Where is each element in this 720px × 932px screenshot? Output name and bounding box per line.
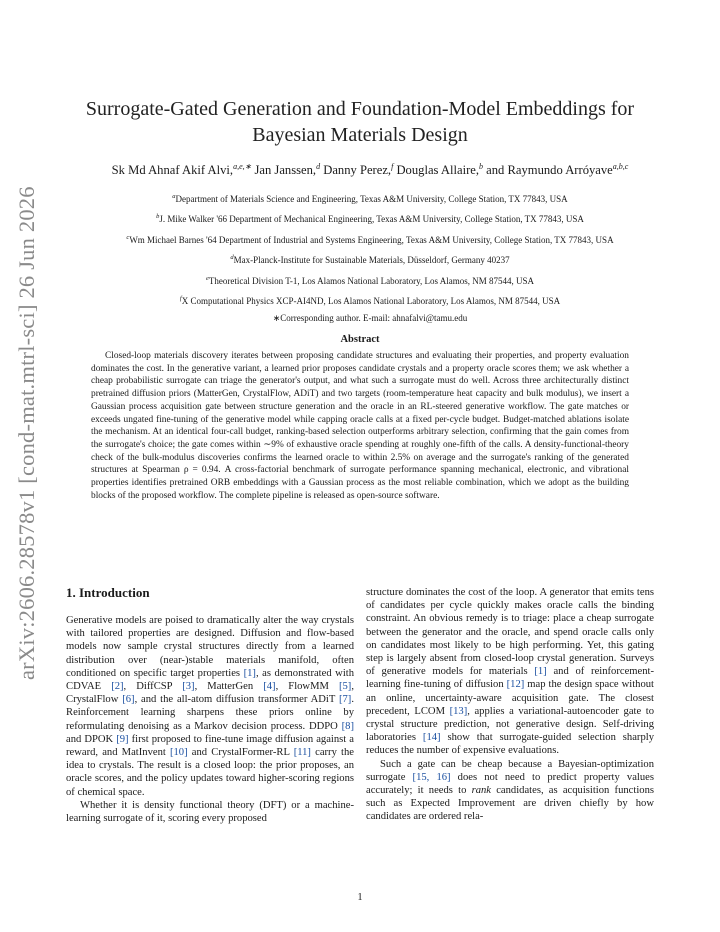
emphasis: rank <box>471 785 492 797</box>
affiliation-line: $^a$Department of Materials Science and Engineering, Texas A&M University, College Station, TX 77843, USA <box>172 193 568 204</box>
author-name: Douglas Allaire, <box>396 163 479 178</box>
author-affiliation-marker: d <box>316 162 321 171</box>
author-affiliation-marker: a,b,c <box>612 162 629 171</box>
citation-link[interactable]: [15, 16] <box>412 771 451 783</box>
citation-link[interactable]: [5] <box>338 681 352 693</box>
citation-link[interactable]: [3] <box>182 681 195 693</box>
citation-link[interactable]: [11] <box>293 747 311 759</box>
body-paragraph: Generative models are poised to dramatically alter the way crystals with tailored properties are designed. Diffusion and flow-based models now sample crystal structures directly from a learned distribution over (near-)stable materials manifold, often conditioned on specific target properties [1], as demonstrated with CDVAE [2], DiffCSP [3], MatterGen [4], FlowMM [5], CrystalFlow [6], and the all-atom diffusion transformer ADiT [7]. Reinforcement learning sharpens these priors online by reformulating denoising as a Markov decision process. DDPO [8] and DPOK [9] first proposed to fine-tune image diffusion against a reward, and MatInvent [10] and CrystalFormer-RL [11] carry the idea to crystals. The result is a closed loop: the prior proposes, an oracle scores, and the policy updates toward higher-scoring regions of chemical space. <box>66 615 355 798</box>
citation-link[interactable]: [8] <box>341 720 354 732</box>
citation-link[interactable]: [12] <box>506 679 525 691</box>
right-column-text <box>366 586 654 824</box>
citation-link[interactable]: [7] <box>338 694 352 706</box>
affiliation-line: $^d$Max-Planck-Institute for Sustainable Materials, Düsseldorf, Germany 40237 <box>230 254 510 266</box>
citation-link[interactable]: [10] <box>169 747 188 759</box>
affiliation-line: $^c$Wm Michael Barnes '64 Department of Industrial and Systems Engineering, Texas A&M University, College Station, TX 77843, USA <box>126 233 614 245</box>
arxiv-identifier: arXiv:2606.28578v1 [cond-mat.mtrl-sci] 26 Jun 2026 <box>14 186 39 680</box>
corresponding-author: ∗Corresponding author. E-mail: ahnafalvi@tamu.edu <box>272 313 468 324</box>
affiliation-line: $^b$J. Mike Walker '66 Department of Mechanical Engineering, Texas A&M University, College Station, TX 77843, USA <box>156 213 584 225</box>
affiliation-line: $^f$X Computational Physics XCP-AI4ND, Los Alamos National Laboratory, Los Alamos, NM 87544, USA <box>179 295 561 307</box>
abstract-heading: Abstract <box>340 334 380 345</box>
author-affiliation-marker: b <box>479 162 483 171</box>
author-name: Raymundo Arróyave <box>507 163 613 178</box>
left-column-text <box>66 614 354 825</box>
citation-link[interactable]: [4] <box>263 681 276 693</box>
author-name: Jan Janssen, <box>254 163 317 178</box>
body-paragraph: structure dominates the cost of the loop. A generator that emits tens of candidates per cycle quickly makes oracle calls the binding constraint. An obvious remedy is to triage: place a cheap surrogate between the generator and the oracle, and spend oracle calls only on candidates most likely to be high performing. Yet, this gating step is largely absent from closed-loop crystal generation. Surveys of generative models for materials [1] and of reinforcement-learning fine-tuning of diffusion [12] map the design space without an online, uncertainty-aware acquisition gate. The closest precedent, LCOM [13], applies a variational-autoencoder gate to crystal structure prediction, not generative design. Self-driving laboratories [14] show that surrogate-guided selection sharply reduces the number of expensive evaluations. <box>366 587 654 757</box>
section-heading-introduction: 1. Introduction <box>66 585 150 600</box>
affiliation-line: $^e$Theoretical Division T-1, Los Alamos National Laboratory, Los Alamos, NM 87544, USA <box>205 274 535 286</box>
citation-link[interactable]: [13] <box>449 705 468 717</box>
body-paragraph: Such a gate can be cheap because a Bayesian-optimization surrogate [15, 16] does not need to predict property values accurately; it needs to rank candidates, as acquisition functions such as Expected Improvement are driven chiefly by how candidates are ordered rela- <box>366 758 654 823</box>
author-list: Sk Md Ahnaf Akif Alvi,$^{a,e,∗}$ Jan Janssen,$^d$ Danny Perez,$^f$ Douglas Allaire,$^b$ and Raymundo Arróyave$^{a,b,c}$ <box>111 162 629 178</box>
citation-link[interactable]: [1] <box>243 667 256 679</box>
author-name: Sk Md Ahnaf Akif Alvi, <box>111 163 234 178</box>
citation-link[interactable]: [14] <box>422 732 441 744</box>
page-number: 1 <box>357 892 363 903</box>
paper-title <box>60 96 660 148</box>
citation-link[interactable]: [9] <box>116 733 129 745</box>
author-affiliation-marker: f <box>391 162 394 171</box>
abstract-text: Closed-loop materials discovery iterates between proposing candidate structures and evaluating their properties, and property evaluation dominates the cost. In the generative variant, a learned prior proposes candidate crystals and a property oracle scores them; we ask whether a cheap probabilistic surrogate can triage the generator's output, and what such a surrogate must do well. Across three architecturally distinct pretrained diffusion priors (MatterGen, CrystalFlow, ADiT) and two targets (room-temperature heat capacity and bulk modulus), we insert a Gaussian process acquisition gate between structure generation and the oracle in an RL-steered generative workflow. The gate matches or exceeds ungated fine-tuning of the generative model while capping oracle calls at a fixed per-cycle budget. Budget-matched ablations isolate the mechanism. At an identical four-call budget, ranking-based selection outperforms arbitrary selection, confirming that the gain comes from the surrogate's choice; the gate comes within ∼9% of exhaustive oracle spending at roughly one-fifth of the calls. A density-functional-theory check of the bulk-modulus discoveries confirms the learned oracle to within 2.5% on average and the surrogate's ranking of the generated structures at Spearman ρ = 0.94. A cross-factorial benchmark of surrogate performance spanning mechanical, electronic, and vibrational properties identifies pretrained ORB embeddings with a Gaussian process as the most reliable combination, which we adopt as the building blocks of the proposed workflow. The complete pipeline is released as open-source software. <box>91 351 629 501</box>
citation-link[interactable]: [6] <box>122 694 135 706</box>
title-line-1: Surrogate-Gated Generation and Foundation-Model Embeddings for <box>85 98 635 120</box>
body-paragraph: Whether it is density functional theory (DFT) or a machine-learning surrogate of it, scoring every proposed <box>66 799 354 825</box>
citation-link[interactable]: [1] <box>534 666 547 678</box>
author-affiliation-marker: a,e,∗ <box>233 162 252 171</box>
affiliation-list <box>60 188 680 328</box>
citation-link[interactable]: [2] <box>111 681 124 693</box>
title-line-2: Bayesian Materials Design <box>252 124 468 146</box>
author-name: Danny Perez, <box>323 163 392 178</box>
